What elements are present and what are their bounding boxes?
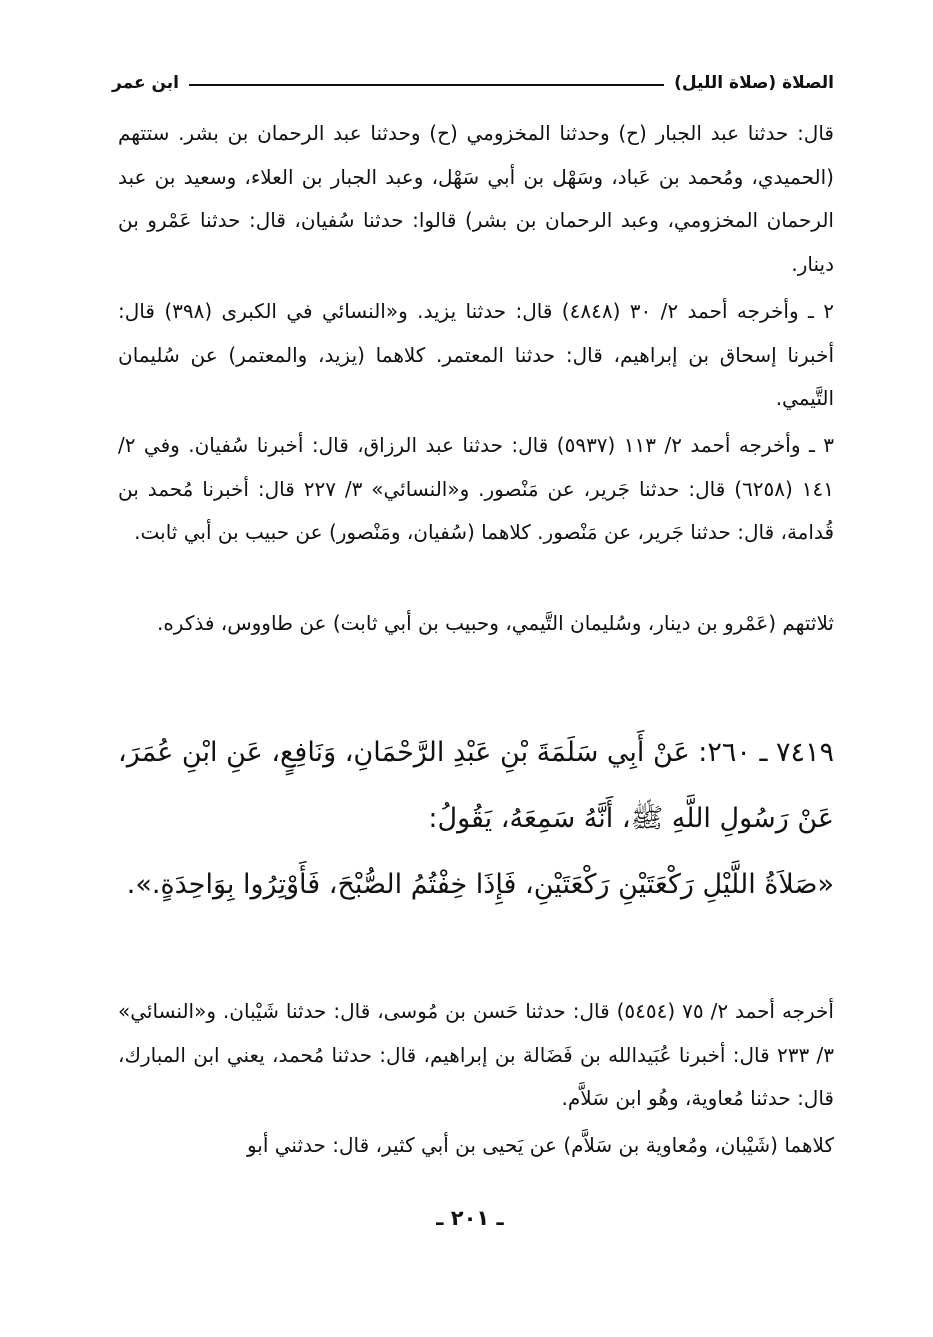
page-number: ـ ٢٠١ ـ bbox=[436, 1206, 504, 1230]
paragraph-4 bbox=[118, 602, 834, 646]
running-header bbox=[112, 66, 834, 100]
header-narrator: ابن عمر bbox=[112, 73, 180, 93]
header-chapter-title: الصلاة (صلاة الليل) bbox=[674, 73, 834, 93]
paragraph-2-text: ٢ ـ وأخرجه أحمد ٢/ ٣٠ (٤٨٤٨) قال: حدثنا يزيد. و«النسائي في الكبرى (٣٩٨) قال: أخبرنا إسحاق بن إبراهيم، قال: حدثنا المعتمر. كلاهما (يزيد، والمعتمر) عن سُليمان التَّيمي. bbox=[118, 299, 835, 410]
paragraph-4-text: ثلاثتهم (عَمْرو بن دينار، وسُليمان التَّيمي، وحبيب بن أبي ثابت) عن طاووس، فذكره. bbox=[156, 611, 834, 635]
hadith-heading bbox=[118, 720, 834, 852]
paragraph-1-text: قال: حدثنا عبد الجبار (ح) وحدثنا المخزومي (ح) وحدثنا عبد الرحمان بن بشر. ستتهم (الحميدي، ومُحمد بن عَباد، وسَهْل بن أبي سَهْل، وعبد الجبار بن العلاء، وسعيد بن عبد الرحمان المخزومي، وعبد الرحمان بن بشر) قالوا: حدثنا سُفيان، قال: حدثنا عَمْرو بن دينار. bbox=[118, 121, 834, 276]
paragraph-2 bbox=[118, 290, 834, 421]
paragraph-3-text: ٣ ـ وأخرجه أحمد ٢/ ١١٣ (٥٩٣٧) قال: حدثنا عبد الرزاق، قال: أخبرنا سُفيان. وفي ٢/ ١٤١ (٦٢٥٨) قال: حدثنا جَرير، عن مَنْصور. و«النسائي» ٣/ ٢٢٧ قال: أخبرنا مُحمد بن قُدامة، قال: حدثنا جَرير، عن مَنْصور. كلاهما (سُفيان، ومَنْصور) عن حبيب بن أبي ثابت. bbox=[118, 433, 835, 544]
paragraph-5 bbox=[118, 990, 834, 1121]
paragraph-3 bbox=[118, 424, 834, 555]
header-rule bbox=[189, 84, 664, 86]
paragraph-1 bbox=[118, 112, 834, 286]
paragraph-6 bbox=[118, 1124, 834, 1168]
hadith-matn-text: «صَلاَةُ اللَّيْلِ رَكْعَتَيْنِ رَكْعَتَيْنِ، فَإِذَا خِفْتُمُ الصُّبْحَ، فَأَوْتِرُوا بِوَاحِدَةٍ.». bbox=[126, 869, 834, 900]
paragraph-5-text: أخرجه أحمد ٢/ ٧٥ (٥٤٥٤) قال: حدثنا حَسن بن مُوسى، قال: حدثنا شَيْبان. و«النسائي» ٣/ ٢٣٣ قال: أخبرنا عُبَيدالله بن فَضَالة بن إبراهيم، قال: حدثنا مُحمد، يعني ابن المبارك، قال: حدثنا مُعاوية، وهُو ابن سَلاَّم. bbox=[118, 999, 834, 1110]
hadith-matn bbox=[118, 852, 834, 918]
paragraph-6-text: كلاهما (شَيْبان، ومُعاوية بن سَلاَّم) عن يَحيى بن أبي كثير، قال: حدثني أبو bbox=[246, 1133, 834, 1157]
hadith-heading-text: ٧٤١٩ ـ ٢٦٠: عَنْ أَبِي سَلَمَةَ بْنِ عَبْدِ الرَّحْمَانِ، وَنَافِعٍ، عَنِ ابْنِ عُمَرَ، عَنْ رَسُولِ اللَّهِ ﷺ، أَنَّهُ سَمِعَهُ، يَقُولُ: bbox=[118, 737, 834, 834]
